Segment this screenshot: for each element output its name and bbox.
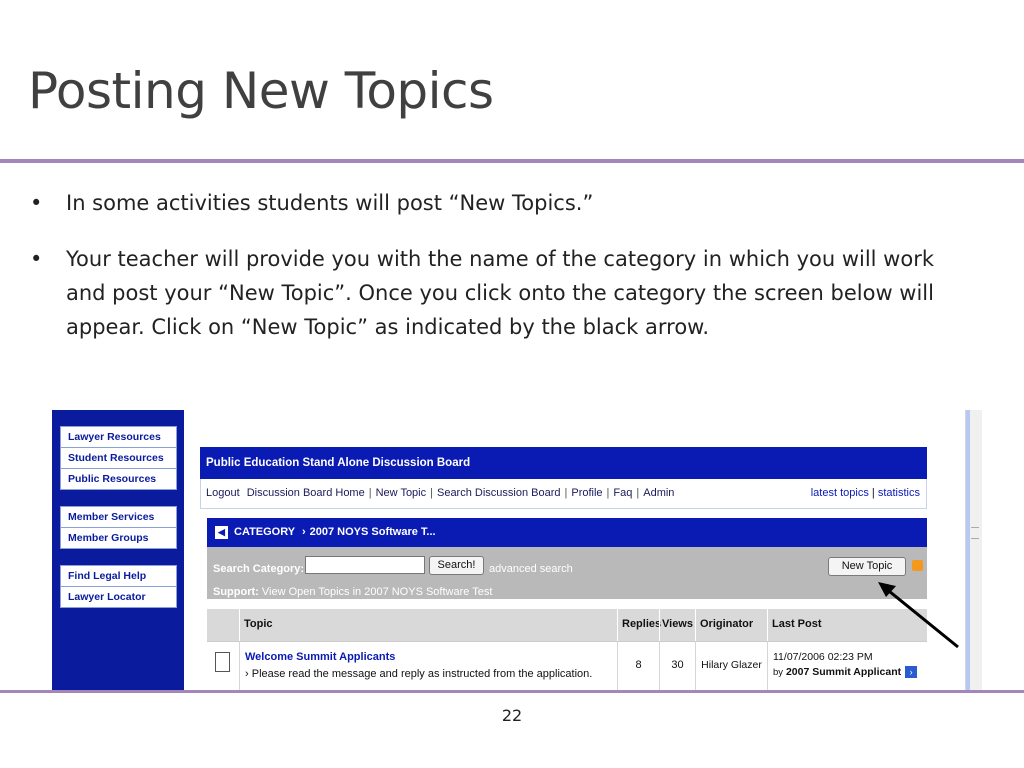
breadcrumb-chevron-icon: › bbox=[301, 526, 306, 538]
nav-right-links bbox=[811, 479, 920, 507]
sidebar-group-legal bbox=[60, 565, 177, 608]
nav-profile[interactable]: Profile bbox=[571, 487, 603, 499]
scrollbar-grip-icon[interactable] bbox=[971, 527, 979, 539]
header-last-post: Last Post bbox=[767, 609, 927, 641]
nav-logout[interactable]: Logout bbox=[206, 487, 240, 499]
back-arrow-icon[interactable]: ◀ bbox=[215, 526, 228, 539]
bullet-dot: • bbox=[30, 247, 43, 271]
board-title-bar: Public Education Stand Alone Discussion Board bbox=[200, 447, 927, 479]
sidebar-item-public-resources[interactable]: Public Resources bbox=[60, 468, 177, 490]
category-name: 2007 NOYS Software T... bbox=[309, 526, 436, 538]
header-icon-cell bbox=[207, 609, 239, 641]
row-replies: 8 bbox=[617, 642, 659, 692]
row-icon-cell bbox=[207, 642, 239, 692]
topic-document-icon bbox=[215, 652, 230, 672]
nav-board-home[interactable]: Discussion Board Home bbox=[246, 487, 365, 499]
sidebar-item-lawyer-resources[interactable]: Lawyer Resources bbox=[60, 426, 177, 447]
nav-faq[interactable]: Faq bbox=[613, 487, 633, 499]
bullet-item bbox=[30, 242, 980, 344]
sidebar-item-member-groups[interactable]: Member Groups bbox=[60, 527, 177, 549]
go-to-last-post-icon[interactable]: › bbox=[905, 666, 917, 678]
search-button[interactable]: Search! bbox=[429, 556, 484, 575]
black-arrow-icon bbox=[870, 575, 970, 655]
site-sidebar bbox=[52, 410, 184, 692]
slide-title: Posting New Topics bbox=[28, 62, 494, 120]
last-post-by-label: by bbox=[773, 667, 784, 678]
rss-icon[interactable] bbox=[912, 560, 923, 571]
discussion-board-screenshot bbox=[52, 410, 982, 692]
nav-search-board[interactable]: Search Discussion Board bbox=[436, 487, 561, 499]
header-topic: Topic bbox=[239, 609, 617, 641]
support-open-topics-link[interactable]: View Open Topics in 2007 NOYS Software Test bbox=[261, 586, 493, 598]
topics-table-header bbox=[207, 609, 927, 641]
topic-description bbox=[245, 668, 592, 680]
nav-separator: | bbox=[636, 487, 640, 499]
statistics-link[interactable]: statistics bbox=[877, 487, 920, 499]
bullet-dot: • bbox=[30, 191, 43, 215]
nav-separator: | bbox=[871, 487, 875, 499]
last-post-date: 11/07/2006 02:23 PM bbox=[773, 651, 873, 663]
sidebar-item-lawyer-locator[interactable]: Lawyer Locator bbox=[60, 586, 177, 608]
last-post-by-line bbox=[773, 665, 927, 680]
header-originator: Originator bbox=[695, 609, 767, 641]
table-row bbox=[207, 641, 927, 692]
header-replies: Replies bbox=[617, 609, 659, 641]
row-topic-cell bbox=[239, 642, 617, 692]
last-post-author[interactable]: 2007 Summit Applicant bbox=[785, 666, 902, 678]
nav-new-topic[interactable]: New Topic bbox=[375, 487, 427, 499]
nav-separator: | bbox=[430, 487, 433, 499]
title-divider bbox=[0, 159, 1024, 163]
topic-description-text: Please read the message and reply as instructed from the application. bbox=[251, 668, 593, 680]
search-row bbox=[207, 547, 927, 599]
row-views: 30 bbox=[659, 642, 695, 692]
bullet-list bbox=[30, 186, 980, 366]
page-number: 22 bbox=[501, 706, 523, 725]
sidebar-item-student-resources[interactable]: Student Resources bbox=[60, 447, 177, 468]
sidebar-group-resources bbox=[60, 426, 177, 490]
support-label: Support: bbox=[213, 586, 259, 598]
advanced-search-link[interactable]: advanced search bbox=[489, 563, 573, 575]
nav-separator: | bbox=[606, 487, 610, 499]
sidebar-item-member-services[interactable]: Member Services bbox=[60, 506, 177, 527]
support-line bbox=[213, 586, 492, 598]
sidebar-group-members bbox=[60, 506, 177, 549]
footer-divider bbox=[0, 690, 1024, 693]
bullet-text: In some activities students will post “New Topics.” bbox=[66, 191, 594, 215]
category-label[interactable]: CATEGORY bbox=[234, 526, 295, 538]
desc-chevron-icon: › bbox=[245, 668, 249, 680]
nav-separator: | bbox=[564, 487, 568, 499]
nav-separator: | bbox=[368, 487, 372, 499]
topic-title-link[interactable]: Welcome Summit Applicants bbox=[245, 651, 396, 663]
bullet-text: Your teacher will provide you with the name of the category in which you will work and post your “New Topic”. Once you click onto the category the screen below will appear. Click on “New Topic” as indicated by the black arrow. bbox=[66, 247, 935, 339]
search-category-input[interactable] bbox=[305, 556, 425, 574]
search-category-label: Search Category: bbox=[213, 563, 305, 575]
latest-topics-link[interactable]: latest topics bbox=[810, 487, 869, 499]
sidebar-item-find-legal-help[interactable]: Find Legal Help bbox=[60, 565, 177, 586]
new-topic-button[interactable]: New Topic bbox=[828, 557, 906, 576]
row-originator: Hilary Glazer bbox=[695, 642, 767, 692]
board-nav-bar bbox=[200, 479, 927, 509]
bullet-item bbox=[30, 186, 980, 220]
category-bar bbox=[207, 518, 927, 547]
nav-admin[interactable]: Admin bbox=[643, 487, 675, 499]
header-views: Views bbox=[659, 609, 695, 641]
